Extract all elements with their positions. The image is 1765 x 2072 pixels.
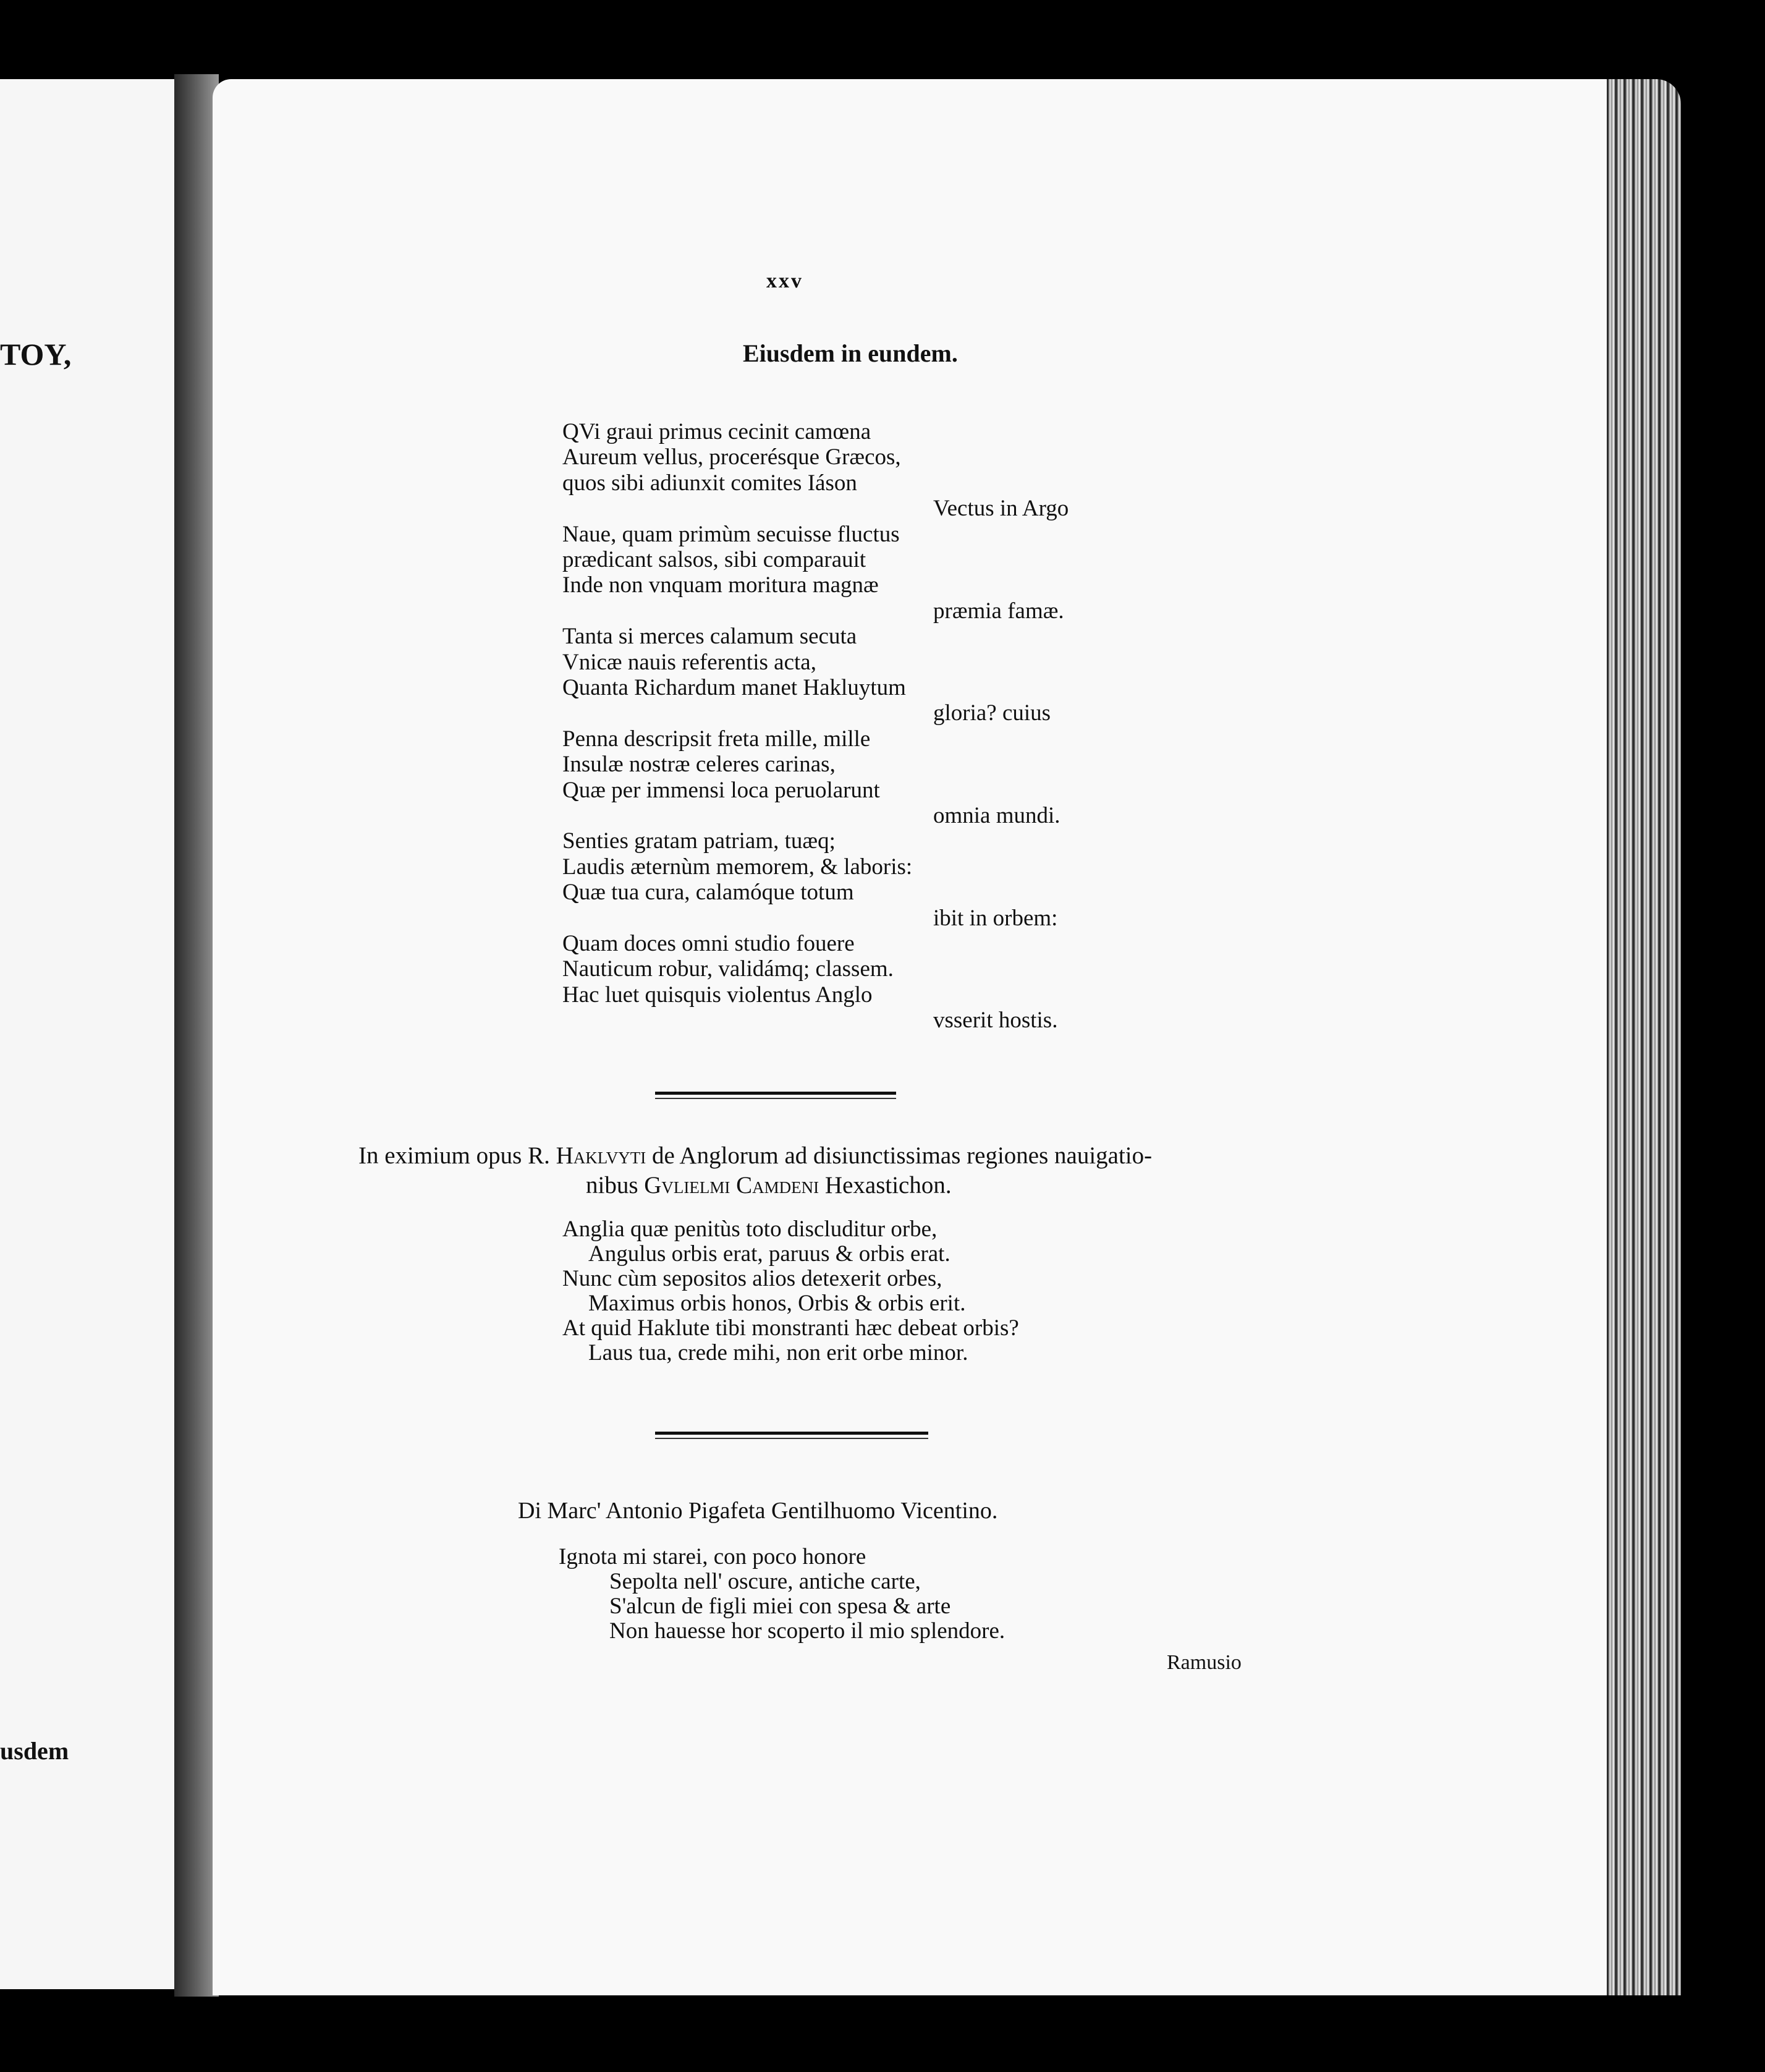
poem3-line: Ignota mi starei, con poco honore — [559, 1544, 866, 1569]
poem2-heading-camden: Gvlielmi Camdeni — [644, 1172, 819, 1199]
poem1-line: Penna descripsit freta mille, mille — [562, 726, 871, 752]
poem1-line: Nauticum robur, validámq; classem. — [562, 956, 894, 982]
poem1-line: prædicant salsos, sibi comparauit — [562, 547, 866, 572]
poem2-heading-2c: Hexastichon. — [824, 1172, 952, 1199]
previous-page-bottom-fragment: usdem — [0, 1737, 69, 1765]
poem1-line: Quanta Richardum manet Hakluytum — [562, 675, 906, 700]
poem1-line: Tanta si merces calamum secuta — [562, 624, 857, 650]
catchword: Ramusio — [1167, 1651, 1242, 1674]
poem2-line: At quid Haklute tibi monstranti hæc debeat orbis? — [562, 1315, 1019, 1341]
poem1-line: ibit in orbem: — [933, 905, 1058, 931]
poem1-line: Inde non vnquam moritura magnæ — [562, 572, 879, 598]
page-number: xxv — [766, 270, 803, 292]
poem2-line: Laus tua, crede mihi, non erit orbe minor. — [588, 1340, 968, 1365]
poem3-line: Sepolta nell' oscure, antiche carte, — [609, 1569, 921, 1594]
poem1-line: præmia famæ. — [933, 598, 1064, 624]
previous-page-header-fragment: TOY, — [0, 337, 72, 372]
divider-rule-1 — [655, 1092, 896, 1095]
poem1-line: vsserit hostis. — [933, 1008, 1058, 1034]
poem1-line: Hac luet quisquis violentus Anglo — [562, 982, 873, 1008]
page-edge — [1607, 79, 1681, 1995]
divider-rule-2 — [655, 1432, 928, 1435]
poem1-line: Quæ tua cura, calamóque totum — [562, 880, 854, 906]
poem2-line: Anglia quæ penitùs toto discluditur orbe, — [562, 1216, 938, 1242]
poem1-line: Laudis æternùm memorem, & laboris: — [562, 854, 913, 880]
poem1-line: Naue, quam primùm secuisse fluctus — [562, 521, 900, 547]
poem2-heading-author: Haklvyti — [556, 1142, 646, 1169]
poem1-line: omnia mundi. — [933, 803, 1060, 828]
poem2-heading-1c: de Anglorum ad disiunctissimas regiones nauigatio- — [652, 1142, 1153, 1169]
poem1-line: quos sibi adiunxit comites Iáson — [562, 470, 857, 496]
poem1-line: Quæ per immensi loca peruolarunt — [562, 777, 880, 803]
poem1-title: Eiusdem in eundem. — [743, 339, 958, 367]
poem2-heading-2a: nibus — [586, 1172, 638, 1199]
poem1-line: Vectus in Argo — [933, 496, 1069, 522]
previous-page — [0, 79, 174, 1989]
poem2-line: Maximus orbis honos, Orbis & orbis erit. — [588, 1291, 966, 1316]
poem1-line: Insulæ nostræ celeres carinas, — [562, 752, 836, 778]
poem3-line: Non hauesse hor scoperto il mio splendore. — [609, 1618, 1005, 1644]
poem1-line: Aureum vellus, procerésque Græcos, — [562, 444, 901, 470]
poem1-line: gloria? cuius — [933, 700, 1051, 726]
poem2-line: Nunc cùm sepositos alios detexerit orbes, — [562, 1266, 942, 1291]
poem1-line: QVi graui primus cecinit camœna — [562, 419, 871, 444]
poem2-line: Angulus orbis erat, paruus & orbis erat. — [588, 1241, 950, 1267]
poem1-line: Vnicæ nauis referentis acta, — [562, 649, 816, 675]
poem1-line: Senties gratam patriam, tuæq; — [562, 828, 836, 854]
poem2-heading-1a: In eximium opus R. — [358, 1142, 550, 1169]
poem1-line: Quam doces omni studio fouere — [562, 931, 855, 956]
poem3-line: S'alcun de figli miei con spesa & arte — [609, 1594, 951, 1619]
poem2-heading-line2 — [586, 1173, 952, 1197]
poem2-heading-line1 — [358, 1144, 1152, 1168]
poem3-heading: Di Marc' Antonio Pigafeta Gentilhuomo Vicentino. — [518, 1498, 998, 1524]
